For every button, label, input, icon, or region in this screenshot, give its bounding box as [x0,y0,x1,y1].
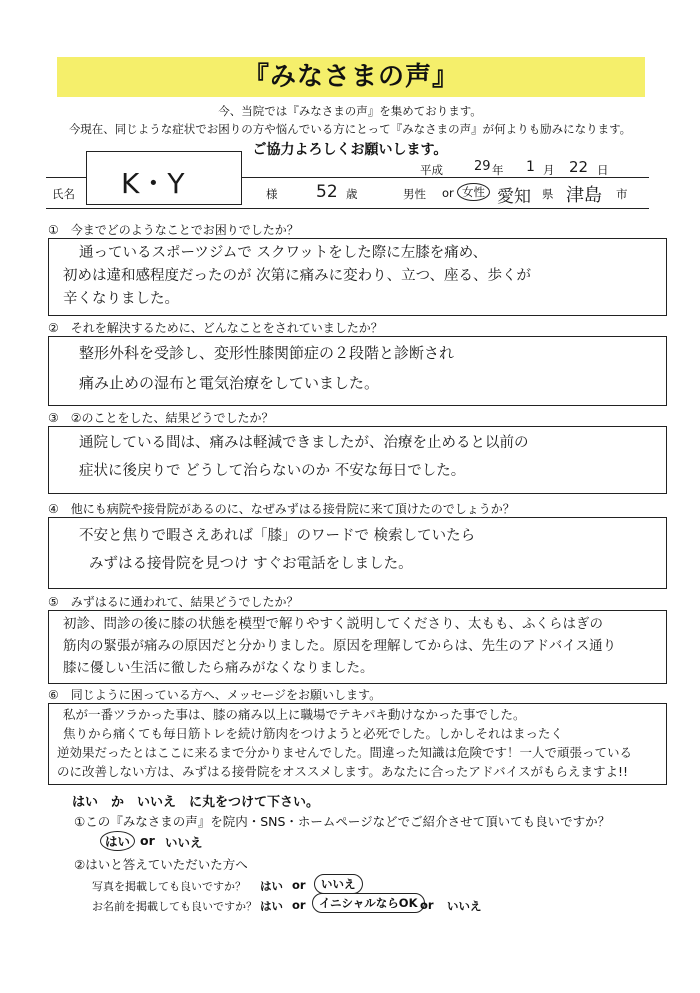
date-year-label: 年 [492,163,504,177]
date-month-label: 月 [543,163,555,177]
age-value: 52 [316,182,338,202]
photo-consent-yes: はい [260,879,283,893]
question-1-answer [48,238,667,316]
honorific: 様 [266,187,278,201]
female-option-circled: 女性 [457,183,490,201]
q2-line-2: 痛み止めの湿布と電気治療をしていました。 [79,374,380,392]
q5-line-2: 筋肉の緊張が痛みの原因だと分かりました。原因を理解してからは、先生のアドバイス通り [63,638,617,654]
name-label: 氏名 [52,187,75,201]
q4-line-2: みずはる接骨院を見つけ すぐお電話をしました。 [89,556,413,572]
age-label: 歳 [346,187,358,201]
consent-q1-or: or [140,833,155,848]
question-2-answer [48,336,667,406]
intro-line-2: 今現在、同じような症状でお困りの方や悩んでいる方にとって『みなさまの声』が何よりも励みになります。 [68,122,632,136]
q6-line-3: 逆効果だったとはここに来るまで分かりませんでした。間違った知識は危険です！一人で頑張っている [57,745,633,760]
photo-consent-or: or [292,878,306,892]
name-consent-initial-circled: イニシャルならOK [312,893,425,913]
question-3-label: ③ ②のことをした、結果どうでしたか？ [48,411,274,425]
question-4-answer [48,517,667,589]
q6-line-4: のに改善しない方は、みずはる接骨院をオススメします。あなたに合ったアドバイスがもらえますよ!! [57,764,629,779]
consent-header: はい か いいえ に丸をつけて下さい。 [72,795,320,810]
q6-line-2: 焦りから痛くても毎日筋トレを続け筋肉をつけようと必死でした。しかしそれはまったく [63,726,564,741]
question-2-label: ② それを解決するために、どんなことをされていましたか？ [48,321,383,335]
request-text: ご協力よろしくお願いします。 [252,142,448,158]
gender-or: or [442,186,454,200]
q1-line-3: 辛くなりました。 [63,291,179,307]
name-box [86,151,242,205]
q4-line-1: 不安と焦りで暇さえあれば「膝」のワードで 検索していたら [79,528,476,544]
photo-consent-label: 写真を掲載しても良いですか？ [92,880,246,893]
question-4-label: ④ 他にも病院や接骨院があるのに、なぜみずはる接骨院に来て頂けたのでしょうか？ [48,502,515,516]
photo-consent-no-circled: いいえ [314,874,363,894]
name-consent-or: or [292,898,306,912]
question-5-answer [48,610,667,684]
q5-line-1: 初診、問診の後に膝の状態を模型で解りやすく説明してくださり、太もも、ふくらはぎの [63,616,603,632]
consent-q1-yes-circled: はい [100,831,135,851]
date-day-label: 日 [597,163,609,177]
q6-line-1: 私が一番ツラかった事は、膝の痛み以上に職場でテキパキ動けなかった事でした。 [63,707,526,722]
date-era: 平成 [420,163,443,177]
q1-line-2: 初めは違和感程度だったのが 次第に痛みに変わり、立つ、座る、歩くが [63,268,532,284]
q3-line-2: 症状に後戻りで どうして治らないのか 不安な毎日でした。 [79,463,466,479]
male-option: 男性 [403,187,426,201]
intro-line-1: 今、当院では『みなさまの声』を集めております。 [218,104,482,118]
question-5-label: ⑤ みずはるに通われて、結果どうでしたか？ [48,595,299,609]
city-value: 津島 [566,185,602,206]
q1-line-1: 通っているスポーツジムで スクワットをした際に左膝を痛め、 [79,245,488,261]
date-year-value: 29 [474,159,491,174]
name-value: K・Y [121,167,185,200]
prefecture-value: 愛知 [497,187,531,207]
name-consent-yes: はい [260,899,283,913]
profile-rule-bottom [46,208,649,209]
date-month-value: 1 [526,159,535,175]
name-consent-or-2: or [420,898,434,912]
q2-line-1: 整形外科を受診し、変形性膝関節症の２段階と診断され [79,344,455,362]
city-label: 市 [616,187,628,201]
date-day-value: 22 [569,158,589,176]
question-6-label: ⑥ 同じように困っている方へ、メッセージをお願いします。 [48,688,382,702]
question-3-answer [48,426,667,494]
q5-line-3: 膝に優しい生活に徹したら痛みがなくなりました。 [63,660,374,676]
question-6-answer [48,703,667,785]
name-consent-label: お名前を掲載しても良いですか？ [92,900,257,913]
q3-line-1: 通院している間は、痛みは軽減できましたが、治療を止めると以前の [79,435,529,451]
consent-question-1: ①この『みなさまの声』を院内・SNS・ホームページなどでご紹介させて頂いても良いですか？ [74,814,611,829]
prefecture-label: 県 [542,187,554,201]
question-1-label: ① 今までどのようなことでお困りでしたか？ [48,223,299,237]
page-title: 『みなさまの声』 [57,57,645,97]
consent-q1-no: いいえ [165,835,203,850]
name-consent-no: いいえ [447,899,482,913]
consent-question-2: ②はいと答えていただいた方へ [74,857,248,872]
